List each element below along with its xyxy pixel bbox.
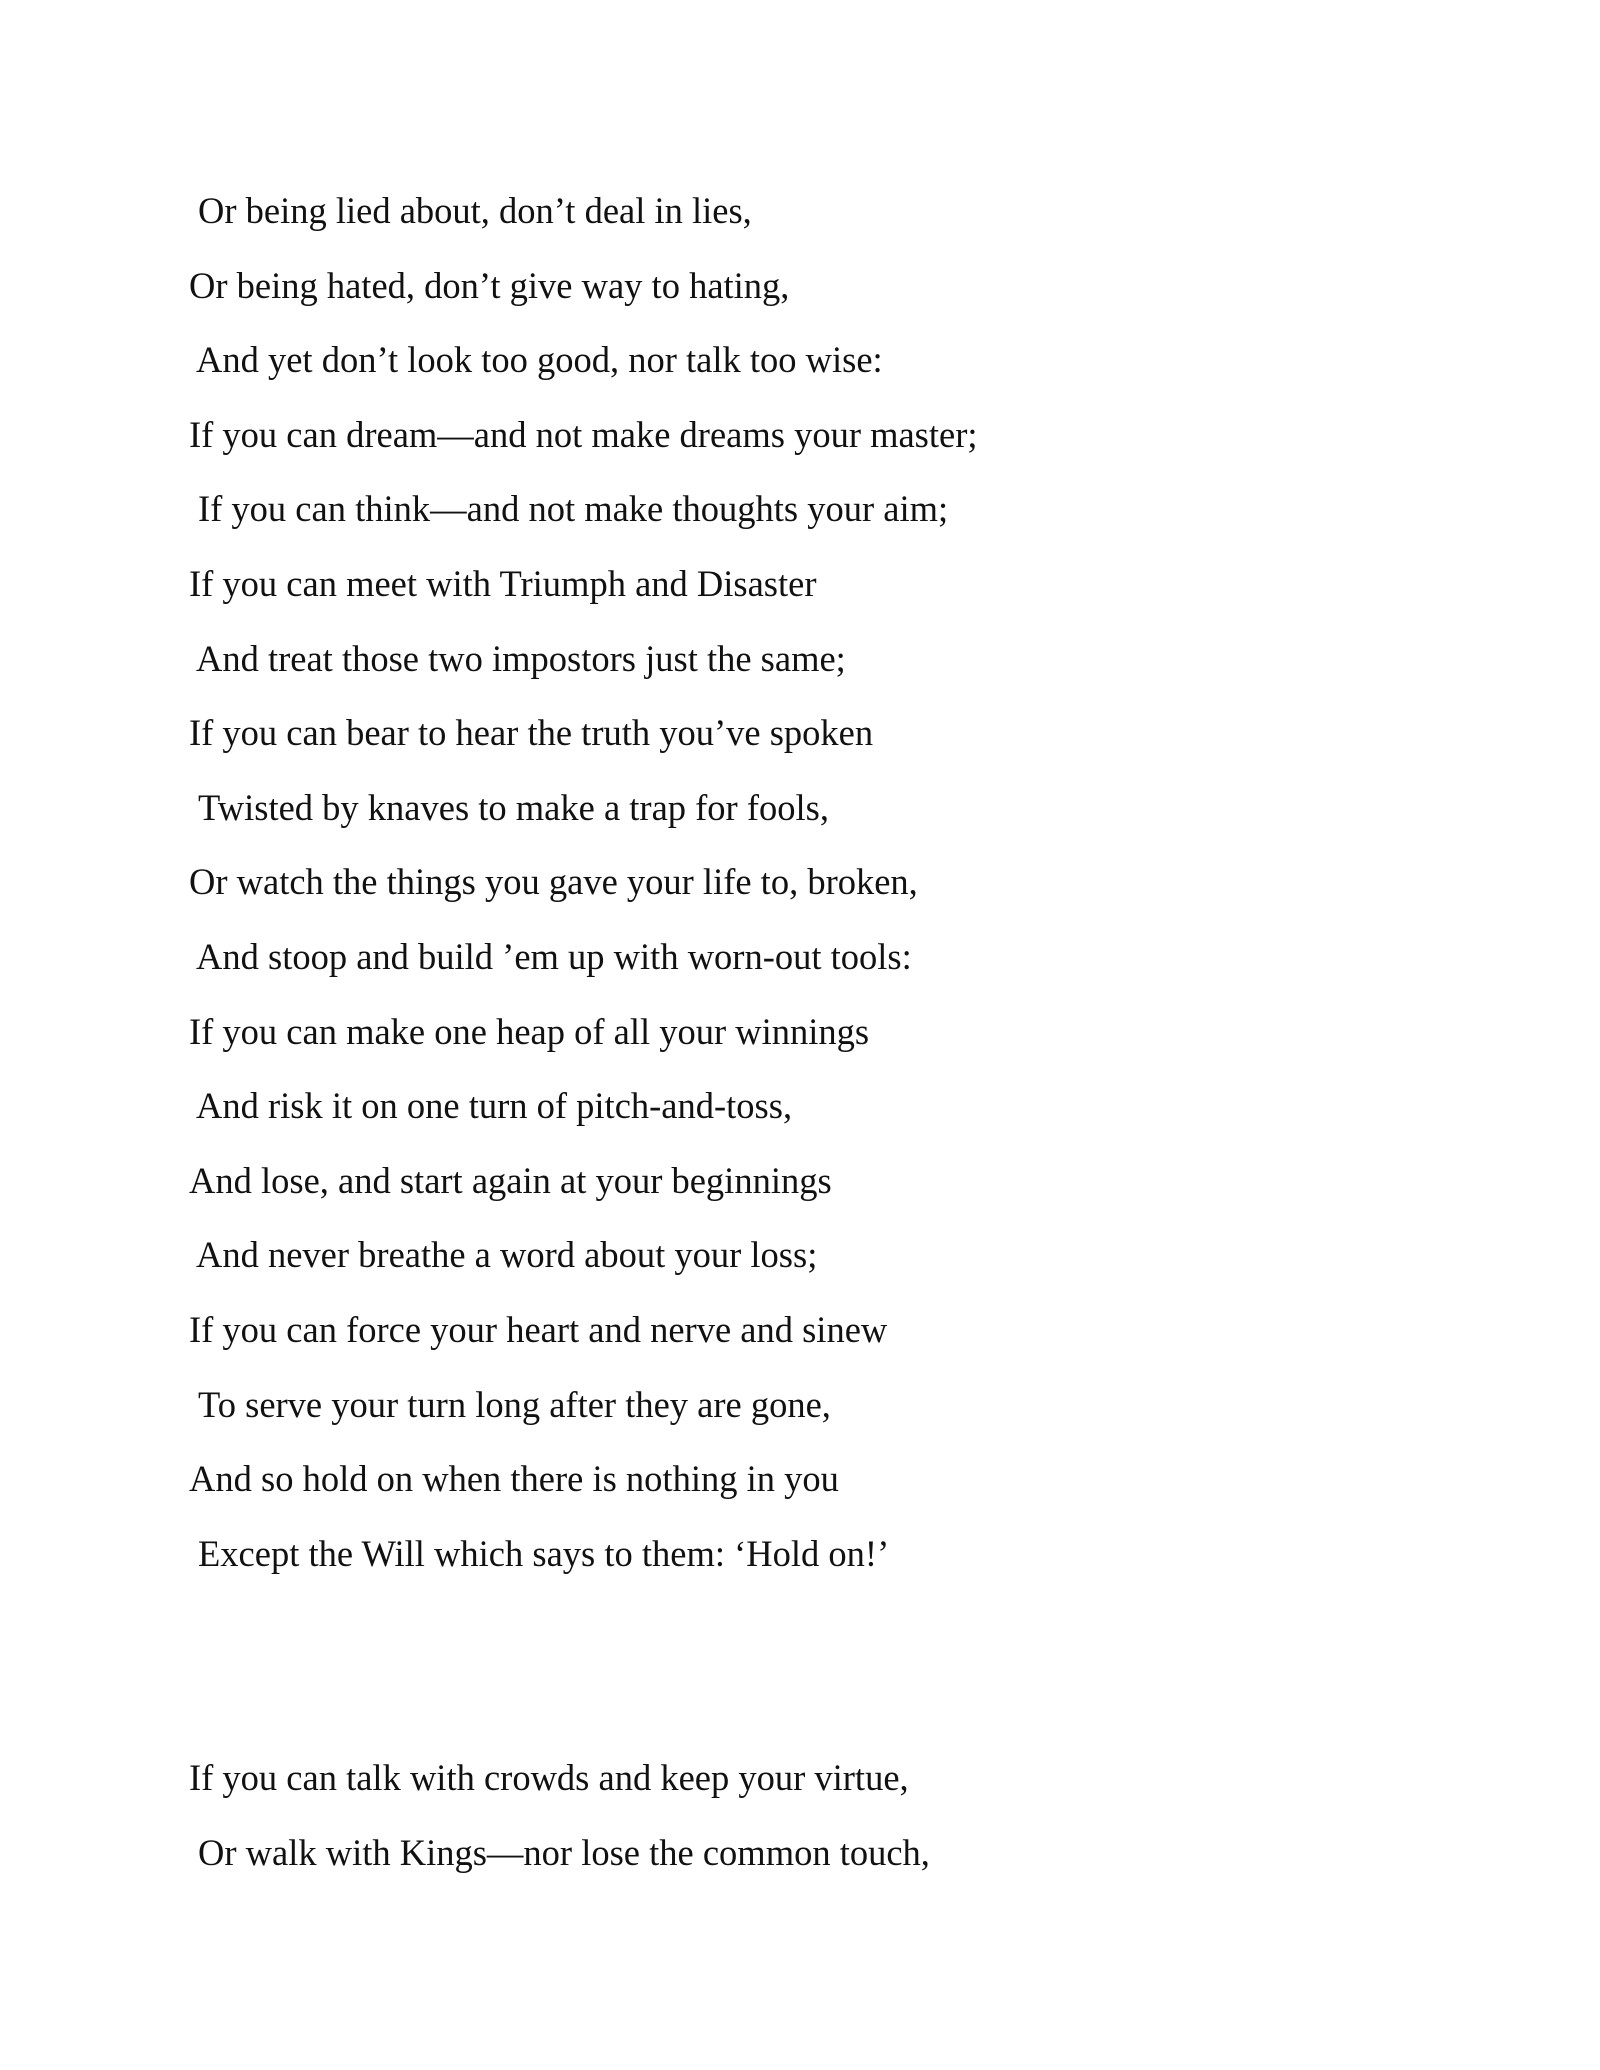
- poem-line: Or being lied about, don’t deal in lies,: [198, 190, 752, 231]
- poem-line: And so hold on when there is nothing in you: [189, 1458, 839, 1500]
- poem-line: Or watch the things you gave your life to, broken,: [189, 861, 918, 903]
- poem-line: And stoop and build ’em up with worn-out tools:: [196, 935, 912, 977]
- poem-line: If you can force your heart and nerve and sinew: [189, 1308, 888, 1350]
- poem-line: And lose, and start again at your beginnings: [189, 1159, 832, 1201]
- poem-line: If you can dream—and not make dreams your master;: [189, 413, 978, 455]
- poem-body: [189, 184, 1389, 1900]
- poem-line: If you can make one heap of all your winnings: [189, 1010, 870, 1052]
- poem-line: Or walk with Kings—nor lose the common touch,: [198, 1831, 930, 1873]
- poem-line: And yet don’t look too good, nor talk too wise:: [196, 339, 883, 381]
- poem-line: Or being hated, don’t give way to hating,: [189, 264, 790, 306]
- poem-line: If you can meet with Triumph and Disaster: [189, 562, 817, 604]
- poem-line: And risk it on one turn of pitch-and-toss,: [196, 1085, 793, 1127]
- poem-line: Except the Will which says to them: ‘Hold on!’: [198, 1532, 890, 1574]
- poem-line: If you can bear to hear the truth you’ve spoken: [189, 712, 874, 754]
- poem-line: To serve your turn long after they are gone,: [198, 1383, 831, 1425]
- poem-line: Twisted by knaves to make a trap for fools,: [198, 786, 829, 828]
- stanza-break: [189, 1601, 1389, 1751]
- poem-line: If you can think—and not make thoughts your aim;: [198, 488, 949, 530]
- poem-line: And never breathe a word about your loss;: [196, 1234, 818, 1276]
- poem-line: And treat those two impostors just the same;: [196, 637, 846, 679]
- poem-line: If you can talk with crowds and keep your virtue,: [189, 1757, 909, 1799]
